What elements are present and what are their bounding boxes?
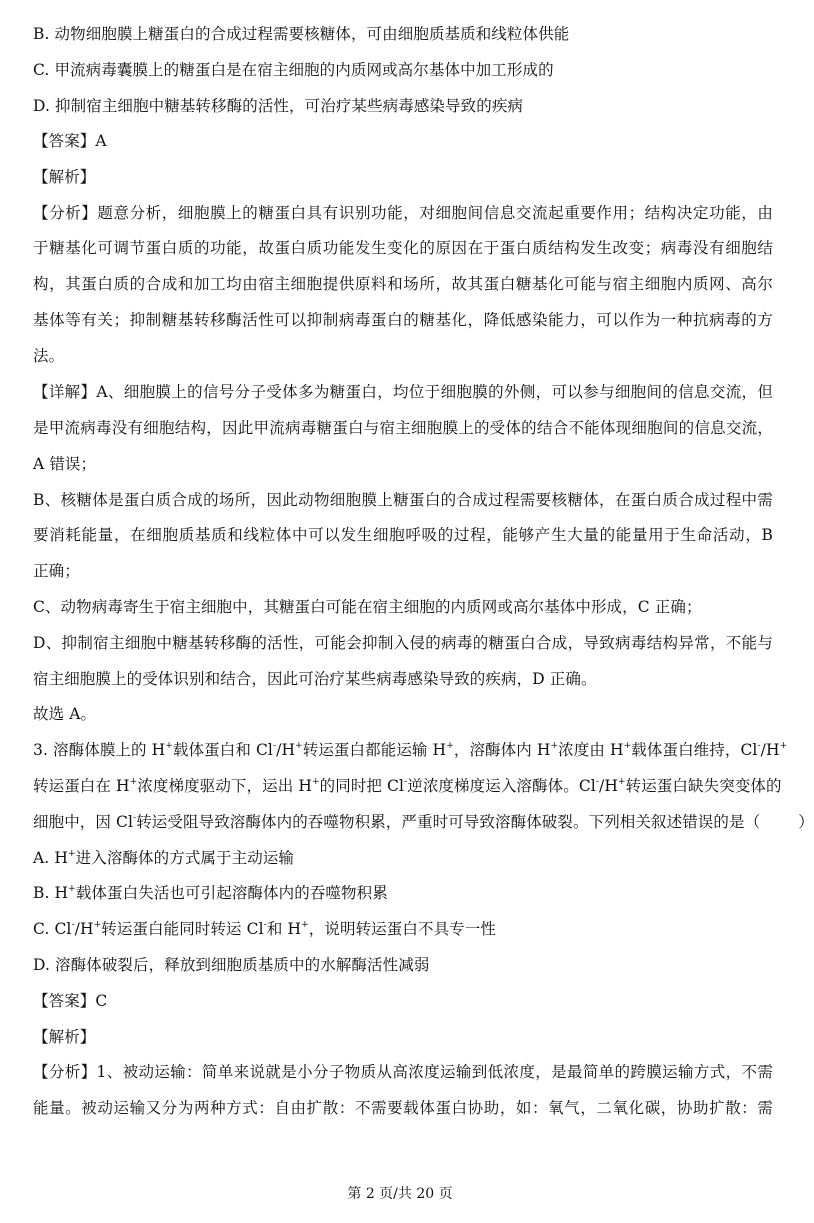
q2-conclusion: 故选 A。 [33, 705, 97, 723]
q2-fenxi-line: 构，其蛋白质的合成和加工均由宿主细胞提供原料和场所，故其蛋白糖基化可能与宿主细胞内质网、高尔 [33, 275, 773, 293]
q3-option-c: C. Cl-/H+转运蛋白能同时转运 Cl-和 H+，说明转运蛋白不具专一性 [33, 920, 496, 938]
page-footer: 第 2 页/共 20 页 [347, 1186, 453, 1202]
q3-fenxi-line: 【分析】1、被动运输：简单来说就是小分子物质从高浓度运输到低浓度，是最简单的跨膜运输方式，不需 [33, 1063, 773, 1081]
q2-fenxi-line: 于糖基化可调节蛋白质的功能，故蛋白质功能发生变化的原因在于蛋白质结构发生改变；病毒没有细胞结 [33, 239, 773, 257]
q2-answer: 【答案】A [33, 132, 107, 150]
q2-analysis-label: 【解析】 [33, 168, 96, 186]
q3-fenxi-line: 能量。被动运输又分为两种方式：自由扩散：不需要载体蛋白协助，如：氧气，二氧化碳，协助扩散：需 [33, 1099, 773, 1117]
q2-option-d: D. 抑制宿主细胞中糖基转移酶的活性，可治疗某些病毒感染导致的疾病 [33, 97, 524, 115]
q2-fenxi-line: 法。 [33, 347, 65, 365]
q3-answer: 【答案】C [33, 992, 108, 1010]
q2-detail-line: 正确； [33, 562, 80, 580]
q2-detail-line: C、动物病毒寄生于宿主细胞中，其糖蛋白可能在宿主细胞的内质网或高尔基体中形成，C 正确； [33, 598, 702, 616]
q2-option-c: C. 甲流病毒囊膜上的糖蛋白是在宿主细胞的内质网或高尔基体中加工形成的 [33, 61, 554, 79]
q2-fenxi-line: 【分析】题意分析，细胞膜上的糖蛋白具有识别功能，对细胞间信息交流起重要作用；结构决定功能，由 [33, 204, 773, 222]
q3-analysis-label: 【解析】 [33, 1028, 96, 1046]
q3-option-a: A. H+进入溶酶体的方式属于主动运输 [33, 849, 295, 867]
q3-stem-line: 细胞中，因 Cl-转运受阻导致溶酶体内的吞噬物积累，严重时可导致溶酶体破裂。下列相关叙述错误的是（ ） [33, 813, 814, 831]
q2-detail-line: D、抑制宿主细胞中糖基转移酶的活性，可能会抑制入侵的病毒的糖蛋白合成，导致病毒结构异常，不能与 [33, 634, 773, 652]
q2-detail-line: 宿主细胞膜上的受体识别和结合，因此可治疗某些病毒感染导致的疾病，D 正确。 [33, 670, 597, 688]
q2-option-b: B. 动物细胞膜上糖蛋白的合成过程需要核糖体，可由细胞质基质和线粒体供能 [33, 25, 570, 43]
q2-detail-line: 是甲流病毒没有细胞结构，因此甲流病毒糖蛋白与宿主细胞膜上的受体的结合不能体现细胞间的信息交流， [33, 419, 773, 437]
q2-detail-line: 要消耗能量，在细胞质基质和线粒体中可以发生细胞呼吸的过程，能够产生大量的能量用于生命活动，B [33, 526, 773, 544]
q2-detail-line: A 错误； [33, 455, 97, 473]
q3-stem-line: 转运蛋白在 H+浓度梯度驱动下，运出 H+的同时把 Cl-逆浓度梯度运入溶酶体。Cl-/H+转运蛋白缺失突变体的 [33, 777, 782, 795]
q2-detail-line: B、核糖体是蛋白质合成的场所，因此动物细胞膜上糖蛋白的合成过程需要核糖体，在蛋白质合成过程中需 [33, 491, 773, 509]
q2-fenxi-line: 基体等有关；抑制糖基转移酶活性可以抑制病毒蛋白的糖基化，降低感染能力，可以作为一种抗病毒的方 [33, 311, 773, 329]
q3-option-d: D. 溶酶体破裂后，释放到细胞质基质中的水解酶活性减弱 [33, 956, 430, 974]
q2-detail-line: 【详解】A、细胞膜上的信号分子受体多为糖蛋白，均位于细胞膜的外侧，可以参与细胞间的信息交流，但 [33, 383, 773, 401]
q3-option-b: B. H+载体蛋白失活也可引起溶酶体内的吞噬物积累 [33, 884, 388, 902]
q3-stem-line: 3. 溶酶体膜上的 H+载体蛋白和 Cl-/H+转运蛋白都能运输 H+，溶酶体内 H+浓度由 H+载体蛋白维持，Cl-/H+ [33, 741, 788, 759]
